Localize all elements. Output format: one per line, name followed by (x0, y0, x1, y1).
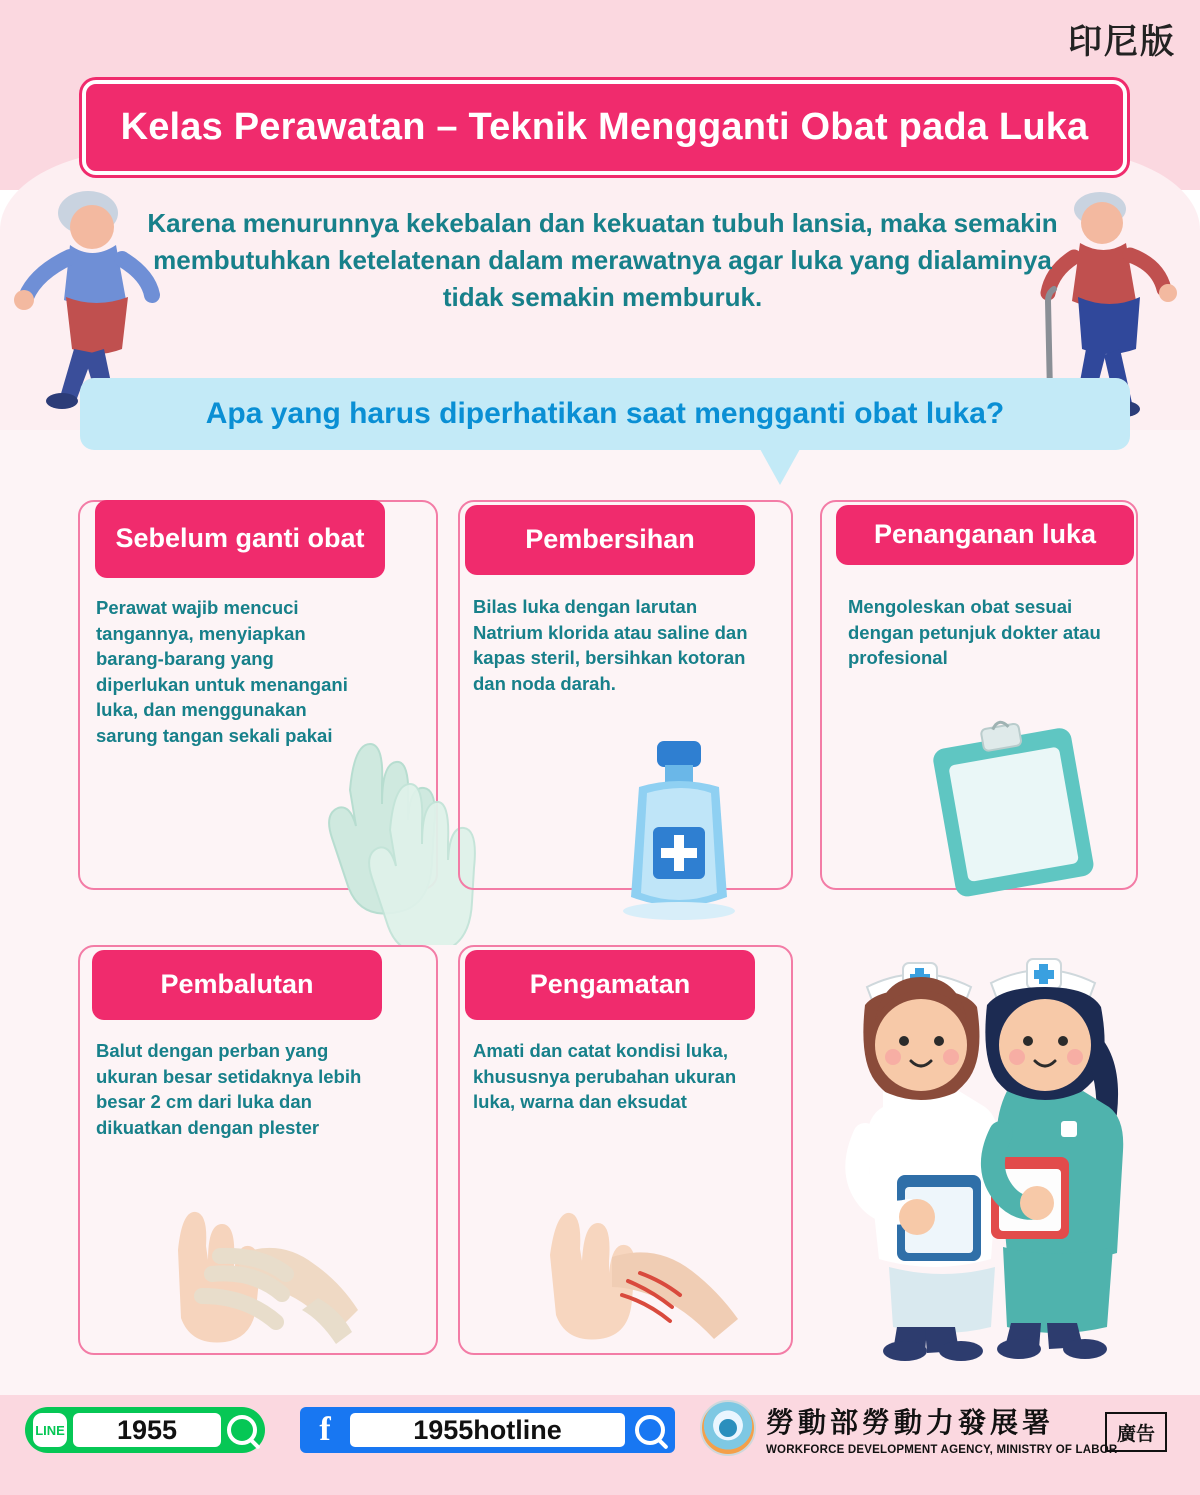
card-1-heading: Sebelum ganti obat (95, 500, 385, 578)
line-icon: LINE (33, 1413, 67, 1447)
wounded-hand-illustration (520, 1185, 750, 1345)
gloves-illustration (295, 730, 485, 945)
agency-name-en: WORKFORCE DEVELOPMENT AGENCY, MINISTRY OF LABOR (766, 1443, 1118, 1456)
nurses-illustration (805, 935, 1155, 1365)
card-3-heading: Penanganan luka (836, 505, 1134, 565)
question-text: Apa yang harus diperhatikan saat mengganti obat luka? (205, 397, 1005, 430)
card-1-body: Perawat wajib mencuci tangannya, menyiapkan barang-barang yang diperlukan untuk menangani luka, dan menggunakan sarung tangan sekali pakai (96, 597, 348, 746)
line-contact-chip[interactable] (25, 1407, 265, 1453)
question-bubble-tail (760, 449, 800, 485)
facebook-contact-chip[interactable] (300, 1407, 675, 1453)
page-title (82, 80, 1127, 175)
card-2-body: Bilas luka dengan larutan Natrium klorida atau saline dan kapas steril, bersihkan kotoran dan noda darah. (473, 596, 748, 694)
page-title-text: Kelas Perawatan – Teknik Mengganti Obat pada Luka (120, 106, 1089, 148)
agency-name-cn: 勞動部勞動力發展署 (766, 1405, 1055, 1439)
card-2-heading: Pembersihan (465, 505, 755, 575)
card-3-body: Mengoleskan obat sesuai dengan petunjuk dokter atau profesional (848, 596, 1101, 669)
question-bubble (80, 378, 1130, 450)
bandaged-hand-illustration (150, 1170, 380, 1345)
search-icon[interactable] (227, 1415, 257, 1445)
clipboard-illustration (915, 715, 1115, 905)
facebook-page-value: 1955hotline (350, 1413, 625, 1447)
agency-branding (700, 1400, 1117, 1456)
search-icon-facebook[interactable] (635, 1415, 665, 1445)
card-5-body: Amati dan catat kondisi luka, khususnya perubahan ukuran luka, warna dan eksudat (473, 1040, 737, 1113)
line-id-value: 1955 (73, 1413, 221, 1447)
card-5-heading: Pengamatan (465, 950, 755, 1020)
agency-seal-icon (700, 1400, 756, 1456)
card-4-body: Balut dengan perban yang ukuran besar setidaknya lebih besar 2 cm dari luka dan dikuatkan dengan plester (96, 1040, 362, 1138)
language-tag: 印尼版 (1068, 23, 1176, 61)
facebook-icon: f (319, 1410, 331, 1448)
intro-paragraph: Karena menurunnya kekebalan dan kekuatan tubuh lansia, maka semakin membutuhkan ketelatenan dalam merawatnya agar luka yang dialaminya tidak semakin memburuk. (147, 208, 1058, 312)
advertisement-label: 廣告 (1105, 1412, 1167, 1452)
card-4-heading: Pembalutan (92, 950, 382, 1020)
saline-bottle-illustration (595, 735, 765, 925)
